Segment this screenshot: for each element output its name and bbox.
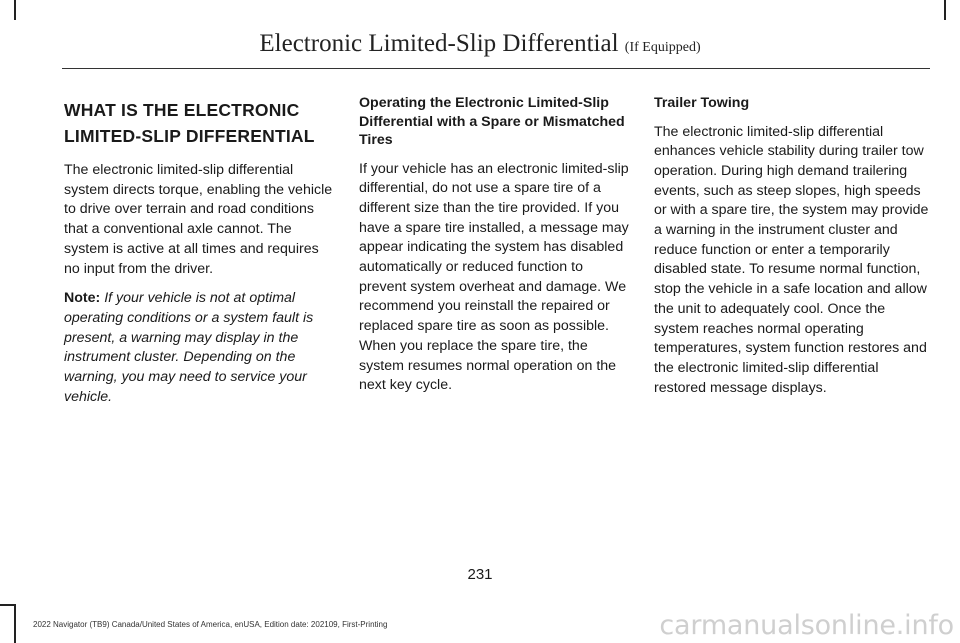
section-heading-line-1: WHAT IS THE ELECTRONIC	[64, 100, 300, 120]
column-3	[654, 94, 930, 408]
footer-edition-info: 2022 Navigator (TB9) Canada/United States of America, enUSA, Edition date: 202109, First-Printing	[33, 620, 388, 629]
header-subtitle: (If Equipped)	[624, 40, 701, 55]
page-number: 231	[467, 566, 493, 583]
crop-mark-top-right-v	[944, 0, 946, 20]
trailer-towing-paragraph: The electronic limited-slip differential enhances vehicle stability during trailer tow operation. During high demand trailering events, such as steep slopes, high speeds or with a spare tire, the system may provide a warning in the instrument cluster and reduce function or enter a temporarily disabled state. To resume normal function, stop the vehicle in a safe location and allow the unit to adequately cool. Once the system reaches normal operating temperatures, system function restores and the electronic limited-slip differential restored message displays.	[654, 123, 929, 396]
spare-tire-paragraph: If your vehicle has an electronic limited-slip differential, do not use a spare tire of a different size than the tire provided. If you have a spare tire installed, a message may appear indicating the system has disabled automatically or reduced function to prevent system overheat and damage. We recommend you reinstall the repaired or replaced spare tire as soon as possible. When you replace the spare tire, the system resumes normal operation on the next key cycle.	[359, 160, 629, 394]
trailer-towing-heading: Trailer Towing	[654, 95, 750, 111]
spare-tire-heading: Operating the Electronic Limited-Slip Differential with a Spare or Mismatched Tires	[359, 95, 625, 148]
intro-paragraph: The electronic limited-slip differential system directs torque, enabling the vehicle to drive over terrain and road conditions that a conventional axle cannot. The system is active at all times and requires no input from the driver.	[64, 162, 333, 277]
section-heading-line-2: LIMITED-SLIP DIFFERENTIAL	[64, 126, 315, 146]
page-header	[0, 30, 960, 58]
column-1	[64, 94, 337, 417]
column-2	[359, 94, 632, 406]
header-title: Electronic Limited-Slip Differential	[259, 30, 619, 57]
note-text: If your vehicle is not at optimal operating conditions or a system fault is present, a warning may display in the instrument cluster. Depending on the warning, you may need to service your vehicle.	[64, 290, 314, 405]
crop-mark-bottom-left-h	[0, 604, 16, 606]
crop-mark-top-left-v	[14, 0, 16, 20]
crop-mark-bottom-left-v	[14, 604, 16, 643]
section-heading	[64, 97, 337, 149]
note-paragraph	[64, 289, 337, 407]
watermark: carmanualsonline.info	[659, 610, 954, 641]
note-label: Note:	[64, 290, 101, 307]
header-divider	[62, 68, 930, 69]
